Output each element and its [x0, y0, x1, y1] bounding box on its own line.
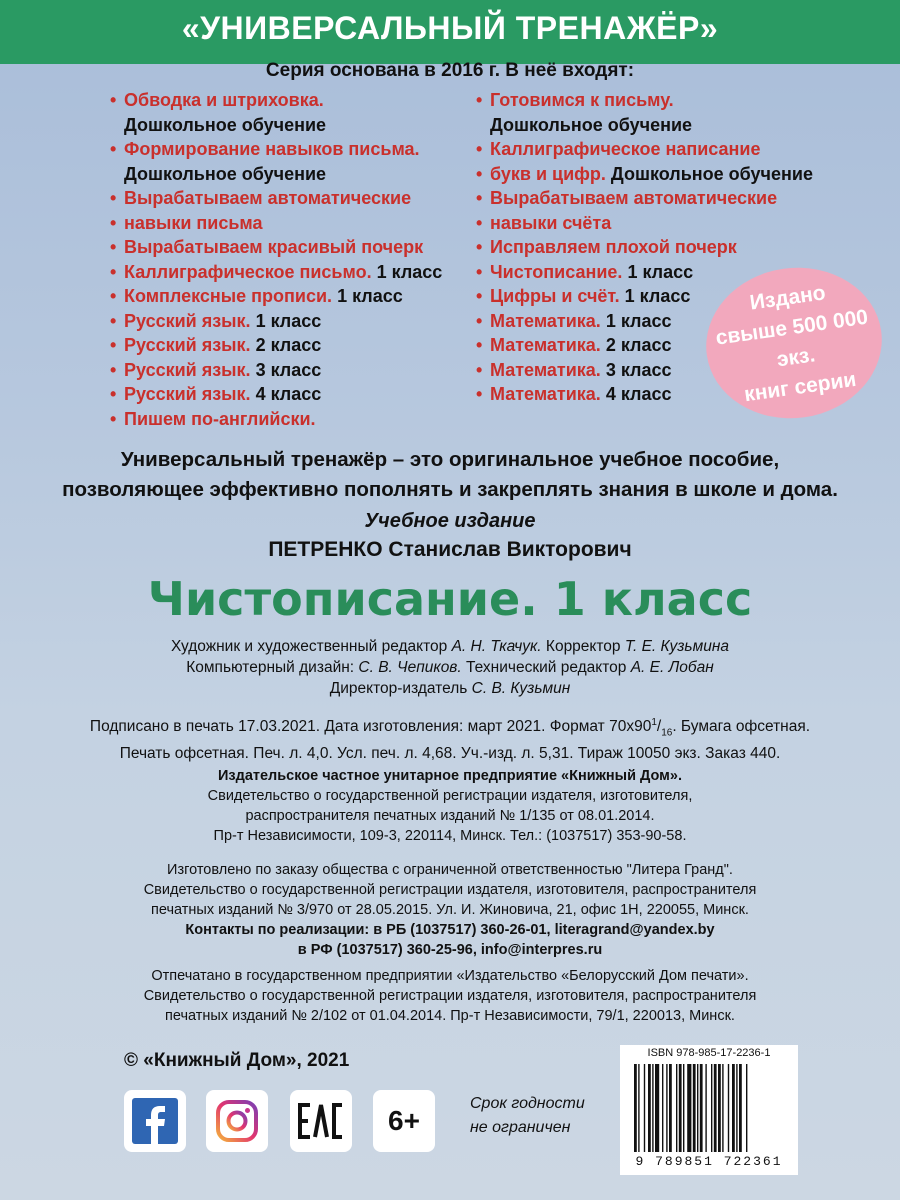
series-item — [110, 284, 490, 309]
bullet: • — [110, 237, 117, 257]
series-item — [110, 333, 490, 358]
barcode-bar — [652, 1064, 653, 1152]
barcode-bar — [714, 1064, 717, 1152]
series-item-title: Математика. — [490, 384, 601, 404]
bullet: • — [110, 286, 117, 306]
shelf-life: Срок годности не ограничен — [470, 1095, 585, 1136]
bullet: • — [110, 359, 117, 380]
series-item-title: Обводка и штриховка. — [124, 90, 324, 110]
barcode-bar — [736, 1064, 737, 1152]
series-item — [110, 88, 490, 113]
series-item-title: Русский язык. — [124, 359, 251, 380]
bullet: • — [476, 90, 483, 110]
series-title: «УНИВЕРСАЛЬНЫЙ ТРЕНАЖЁР» — [181, 10, 719, 46]
edition-type: Учебное издание — [364, 510, 536, 532]
series-item-grade: 4 класс — [600, 384, 672, 404]
barcode-bar — [648, 1064, 651, 1152]
eac-mark-icon — [290, 1090, 352, 1152]
barcode-bar — [722, 1064, 723, 1152]
series-item-grade: 4 класс — [250, 384, 322, 404]
series-item-title: Каллиграфическое письмо. — [124, 261, 372, 282]
bullet: • — [110, 335, 117, 355]
series-item-grade: 1 класс — [600, 310, 672, 331]
circulation-badge-text: Издано свыше 500 000 экз. книг серии — [714, 281, 870, 407]
series-item-title: Формирование навыков письма. — [124, 139, 420, 159]
publisher-info: Издательское частное унитарное предприятие «Книжный Дом». Свидетельство о государственной регистрации издателя, изготовителя, распространителя печатных изданий № 1/135 от 08.01.2014. Пр-т Независимости, 109-3, 220114, Минск. Тел.: (1037517) 353-90-58. — [207, 768, 693, 844]
series-item-grade: 3 класс — [250, 359, 322, 380]
series-item — [110, 137, 490, 162]
series-item-title: Комплексные прописи. — [124, 286, 333, 306]
bullet: • — [476, 335, 483, 355]
series-item — [476, 88, 836, 113]
series-item-grade: 1 класс — [371, 261, 443, 282]
barcode-bar — [634, 1064, 637, 1152]
series-item — [476, 162, 836, 187]
series-item — [110, 113, 490, 138]
series-item — [110, 235, 490, 260]
series-item-title: Математика. — [490, 335, 601, 355]
series-item — [110, 358, 490, 383]
barcode-bar — [693, 1064, 696, 1152]
copyright: © «Книжный Дом», 2021 — [124, 1050, 350, 1071]
series-item — [110, 211, 490, 236]
age-rating-icon: 6+ — [373, 1090, 435, 1152]
series-item — [476, 137, 836, 162]
series-description: Универсальный тренажёр – это оригинальное учебное пособие, позволяющее эффективно пополнять и закреплять знания в школе и дома. — [62, 448, 838, 501]
series-item-title: Вырабатываем автоматические — [490, 188, 778, 208]
bullet: • — [110, 90, 117, 110]
series-item-grade: 3 класс — [600, 359, 672, 380]
barcode-bar — [666, 1064, 667, 1152]
series-item — [110, 309, 490, 334]
series-item-grade: Дошкольное обучение — [605, 163, 813, 184]
series-item-title: Русский язык. — [124, 335, 251, 355]
facebook-icon[interactable] — [124, 1090, 186, 1152]
series-item — [110, 407, 490, 432]
series-item-grade: 2 класс — [600, 335, 672, 355]
series-item — [476, 235, 836, 260]
bullet: • — [110, 408, 117, 429]
series-item-title: Готовимся к письму. — [490, 90, 674, 110]
bullet: • — [110, 261, 117, 282]
series-item-title: Русский язык. — [124, 310, 251, 331]
series-item-grade: 2 класс — [250, 335, 322, 355]
bullet: • — [476, 163, 483, 184]
bullet: • — [110, 310, 117, 331]
bullet: • — [476, 188, 483, 208]
bullet: • — [110, 212, 117, 233]
barcode-bar — [700, 1064, 703, 1152]
bullet: • — [476, 359, 483, 380]
barcode-bar — [718, 1064, 721, 1152]
isbn: ISBN 978-985-17-2236-1 — [647, 1047, 771, 1059]
series-item — [110, 162, 490, 187]
series-item-grade: Дошкольное обучение — [124, 114, 327, 135]
barcode-bar — [705, 1064, 706, 1152]
series-item — [110, 382, 490, 407]
series-item-title: Цифры и счёт. — [490, 286, 620, 306]
series-item-title: навыки счёта — [490, 212, 612, 233]
bullet: • — [110, 384, 117, 404]
bullet: • — [476, 384, 483, 404]
barcode-number: 9 789851 722361 — [635, 1154, 783, 1169]
bullet: • — [476, 261, 483, 282]
barcode-bar — [669, 1064, 672, 1152]
series-item-grade: 1 класс — [250, 310, 322, 331]
barcode-bar — [679, 1064, 682, 1152]
bullet: • — [476, 286, 483, 306]
series-item-title: Вырабатываем автоматические — [124, 188, 412, 208]
barcode-bar — [697, 1064, 698, 1152]
barcode-bar — [739, 1064, 742, 1152]
series-item-title: Вырабатываем красивый почерк — [124, 237, 424, 257]
series-list-left — [110, 88, 490, 431]
barcode-bar — [676, 1064, 677, 1152]
barcode-bar — [655, 1064, 659, 1152]
series-item-title: Каллиграфическое написание — [490, 139, 761, 159]
series-item-grade: 1 класс — [622, 261, 694, 282]
author-name: ПЕТРЕНКО Станислав Викторович — [268, 538, 632, 561]
bullet: • — [476, 139, 483, 159]
series-item-title: Исправляем плохой почерк — [490, 237, 737, 257]
bullet: • — [476, 237, 483, 257]
series-item-title: Математика. — [490, 359, 601, 380]
barcode-bar — [687, 1064, 691, 1152]
series-item-title: Русский язык. — [124, 384, 251, 404]
barcode — [630, 1064, 788, 1152]
series-item-grade: Дошкольное обучение — [490, 114, 693, 135]
series-item — [110, 260, 490, 285]
barcode-bar — [728, 1064, 729, 1152]
series-item — [476, 113, 836, 138]
series-item-title: букв и цифр. — [490, 163, 606, 184]
barcode-bar — [662, 1064, 663, 1152]
printer-info: Отпечатано в государственном предприятии «Издательство «Белорусский Дом печати». Свидетельство о государственной регистрации издателя, изготовителя, распространителя печатных изданий № 2/102 от 01.04.2014. Пр-т Независимости, 79/1, 220013, Минск. — [143, 968, 757, 1024]
barcode-bar — [683, 1064, 684, 1152]
series-item-title: Математика. — [490, 310, 601, 331]
barcode-bar — [638, 1064, 639, 1152]
series-item-title: Чистописание. — [490, 261, 623, 282]
print-info: Подписано в печать 17.03.2021. Дата изготовления: март 2021. Формат $70х90^1/_{16}$. Бумага офсетная. Печать офсетная. Печ. л. 4,0. Усл. печ. л. 4,68. Уч.-изд. л. 5,31. Тираж 10050 экз. Заказ 440. — [89, 717, 811, 763]
barcode-bar — [746, 1064, 747, 1152]
series-item — [476, 211, 836, 236]
bullet: • — [476, 212, 483, 233]
series-item-grade: Дошкольное обучение — [124, 163, 327, 184]
instagram-icon[interactable] — [206, 1090, 268, 1152]
barcode-bar — [644, 1064, 645, 1152]
series-item — [476, 186, 836, 211]
series-item-grade: 1 класс — [619, 286, 691, 306]
barcode-bar — [732, 1064, 735, 1152]
bullet: • — [110, 139, 117, 159]
book-title: Чистописание. 1 класс — [147, 572, 753, 626]
series-item — [110, 186, 490, 211]
barcode-bar — [711, 1064, 712, 1152]
credits: Художник и художественный редактор А. Н. Ткачук. Корректор Т. Е. Кузьмина Компьютерный дизайн: С. В. Чепиков. Технический редактор А. Е. Лобан Директор-издатель С. В. Кузьмин — [171, 638, 729, 697]
manufacturer-info: Изготовлено по заказу общества с ограниченной ответственностью "Литера Гранд". Свидетельство о государственной регистрации издателя, изготовителя, распространителя печатных изданий № 3/970 от 28.05.2015. Ул. И. Жиновича, 21, офис 1Н, 220055, Минск. Контакты по реализации: в РБ (1037517) 360-26-01, literagrand@yandex.by в РФ (1037517) 360-25-96, info@interpres.ru — [143, 862, 757, 958]
series-intro: Серия основана в 2016 г. В неё входят: — [265, 60, 635, 81]
series-item-grade: 1 класс — [332, 286, 403, 306]
bullet: • — [476, 310, 483, 331]
series-item-title: Пишем по-английски. — [124, 408, 316, 429]
bullet: • — [110, 188, 117, 208]
series-item-title: навыки письма — [124, 212, 263, 233]
